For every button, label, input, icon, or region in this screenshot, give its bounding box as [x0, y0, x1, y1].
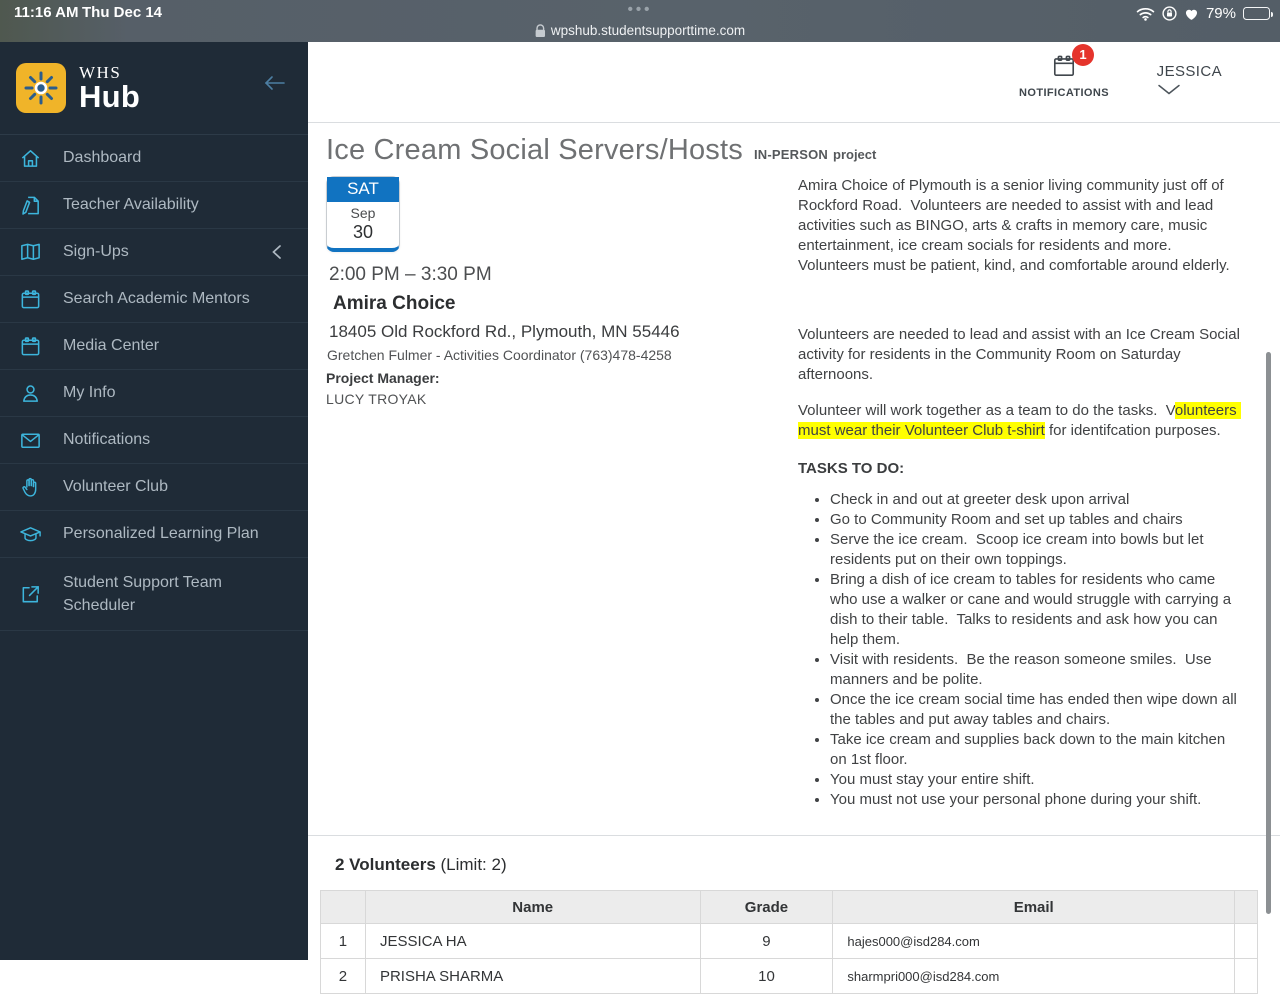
- column-header-name: Name: [365, 891, 700, 924]
- sidebar-item-notifications[interactable]: Notifications: [0, 417, 308, 464]
- url-text: wpshub.studentsupporttime.com: [550, 23, 746, 38]
- tab-overview-dots[interactable]: •••: [627, 1, 653, 18]
- description-paragraph: Amira Choice of Plymouth is a senior living community just off of Rockford Road. Volunteers are needed to assist with and lead activities such as BINGO, arts & crafts in memory care, music entertainment, ice cream socials for residents and more. Volunteers must be patient, kind, and comfortable around elderly.: [798, 177, 1230, 274]
- event-location-name: Amira Choice: [333, 293, 456, 314]
- volunteer-grade: 9: [700, 924, 833, 959]
- table-row: [321, 959, 1258, 994]
- sidebar-item-sign-ups[interactable]: Sign-Ups: [0, 229, 308, 276]
- sidebar-item-dashboard[interactable]: Dashboard: [0, 135, 308, 182]
- raised-hand-icon: [18, 476, 42, 499]
- volunteer-email: sharmpri000@isd284.com: [833, 959, 1235, 994]
- task-item: • Check in and out at greeter desk upon arrival: [830, 490, 1244, 510]
- page-title: Ice Cream Social Servers/Hosts: [326, 134, 743, 166]
- project-type-suffix: project: [833, 147, 877, 162]
- vertical-scrollbar[interactable]: [1266, 352, 1271, 914]
- date-card: [326, 176, 400, 252]
- column-header-grade: Grade: [700, 891, 833, 924]
- task-item: • You must stay your entire shift.: [830, 770, 1244, 790]
- person-icon: [18, 382, 42, 405]
- task-item: • Go to Community Room and set up tables and chairs: [830, 510, 1244, 530]
- event-time: 2:00 PM – 3:30 PM: [329, 264, 492, 285]
- task-item: • Take ice cream and supplies back down to the main kitchen on 1st floor.: [830, 730, 1244, 770]
- page-header: [308, 42, 1280, 123]
- app-logo[interactable]: [0, 42, 308, 135]
- sidebar-item-search-academic-mentors[interactable]: Search Academic Mentors: [0, 276, 308, 323]
- date: Thu Dec 14: [82, 4, 163, 21]
- event-address: 18405 Old Rockford Rd., Plymouth, MN 55446: [329, 322, 680, 341]
- task-item: • You must not use your personal phone during your shift.: [830, 790, 1244, 810]
- book-icon: [18, 241, 42, 264]
- volunteer-name: PRISHA SHARMA: [365, 959, 700, 994]
- volunteers-section: [308, 835, 1280, 994]
- external-link-icon: [18, 583, 42, 606]
- status-icons: [1136, 5, 1270, 22]
- volunteers-table: [320, 890, 1258, 994]
- home-icon: [18, 147, 42, 170]
- column-header-number: [321, 891, 366, 924]
- collapse-sidebar-icon[interactable]: [262, 74, 286, 92]
- notification-badge: 1: [1072, 44, 1094, 66]
- safari-toolbar: [0, 0, 1280, 42]
- battery-icon: [1243, 7, 1270, 20]
- task-item: • Once the ice cream social time has ended then wipe down all the tables and put away tables and chairs.: [830, 690, 1244, 730]
- sidebar-item-volunteer-club[interactable]: Volunteer Club: [0, 464, 308, 511]
- user-menu[interactable]: [1157, 63, 1222, 95]
- sidebar-item-personalized-learning-plan[interactable]: Personalized Learning Plan: [0, 511, 308, 558]
- sidebar-item-student-support-team-scheduler[interactable]: Student Support Team Scheduler: [0, 558, 308, 631]
- chevron-down-icon: [1157, 84, 1222, 95]
- address-bar[interactable]: [535, 23, 745, 38]
- volunteer-name: JESSICA HA: [365, 924, 700, 959]
- row-number: 1: [321, 924, 366, 959]
- volunteer-grade: 10: [700, 959, 833, 994]
- notifications-label: NOTIFICATIONS: [1019, 87, 1109, 99]
- event-contact: Gretchen Fulmer - Activities Coordinator (763)478-4258: [327, 347, 672, 363]
- row-number: 2: [321, 959, 366, 994]
- pencil-document-icon: [18, 194, 42, 217]
- envelope-icon: [18, 429, 42, 452]
- graduation-cap-icon: [18, 523, 42, 546]
- clock: 11:16 AM: [14, 4, 79, 21]
- event-details: [326, 176, 798, 810]
- sidebar-item-media-center[interactable]: Media Center: [0, 323, 308, 370]
- highlighted-text: olunteers must wear their Volunteer Club t-shirt: [798, 402, 1241, 439]
- tasks-heading: TASKS TO DO:: [798, 460, 905, 477]
- project-manager-name: LUCY TROYAK: [326, 391, 427, 407]
- battery-percent: 79%: [1205, 5, 1236, 22]
- task-item: • Serve the ice cream. Scoop ice cream into bowls but let residents put on their own toppings.: [830, 530, 1244, 570]
- volunteers-heading: 2 Volunteers (Limit: 2): [335, 855, 507, 874]
- rotation-lock-icon: [1162, 6, 1177, 21]
- wifi-icon: [1136, 7, 1155, 21]
- calendar-icon: [18, 288, 42, 311]
- table-header-row: [321, 891, 1258, 924]
- sidebar: [0, 42, 308, 960]
- column-header-empty: [1235, 891, 1258, 924]
- heart-icon: [1184, 7, 1199, 21]
- sun-logo-icon: [16, 63, 66, 113]
- column-header-email: Email: [833, 891, 1235, 924]
- task-item: • Visit with residents. Be the reason someone smiles. Use manners and be polite.: [830, 650, 1244, 690]
- calendar-icon: [18, 335, 42, 358]
- lock-icon: [535, 24, 546, 38]
- chevron-left-icon[interactable]: [271, 244, 282, 260]
- description-paragraph: Volunteers are needed to lead and assist with an Ice Cream Social activity for residents in the Community Room on Saturday afternoons.: [798, 326, 1245, 383]
- logo-text: WHS Hub: [79, 62, 141, 114]
- notifications-button[interactable]: [1008, 47, 1120, 99]
- user-name: JESSICA: [1156, 63, 1222, 80]
- sidebar-item-my-info[interactable]: My Info: [0, 370, 308, 417]
- sidebar-item-teacher-availability[interactable]: Teacher Availability: [0, 182, 308, 229]
- project-type-badge: IN-PERSON: [753, 147, 828, 162]
- event-description: [798, 176, 1280, 810]
- tasks-list: [800, 490, 1244, 810]
- date-day-of-week: SAT: [327, 177, 399, 202]
- table-row: [321, 924, 1258, 959]
- task-item: • Bring a dish of ice cream to tables for residents who came who use a walker or cane and would struggle with carrying a dish to their table. Talks to residents and ask how you can help them.: [830, 570, 1244, 650]
- description-paragraph: Volunteer will work together as a team to do the tasks. Volunteers must wear their Volunteer Club t-shirt for identifcation purposes.: [798, 402, 1241, 439]
- date-month: Sep: [350, 205, 376, 221]
- volunteer-email: hajes000@isd284.com: [833, 924, 1235, 959]
- date-day-number: 30: [352, 222, 374, 242]
- project-manager-label: Project Manager:: [326, 370, 440, 386]
- main-content: [308, 42, 1280, 985]
